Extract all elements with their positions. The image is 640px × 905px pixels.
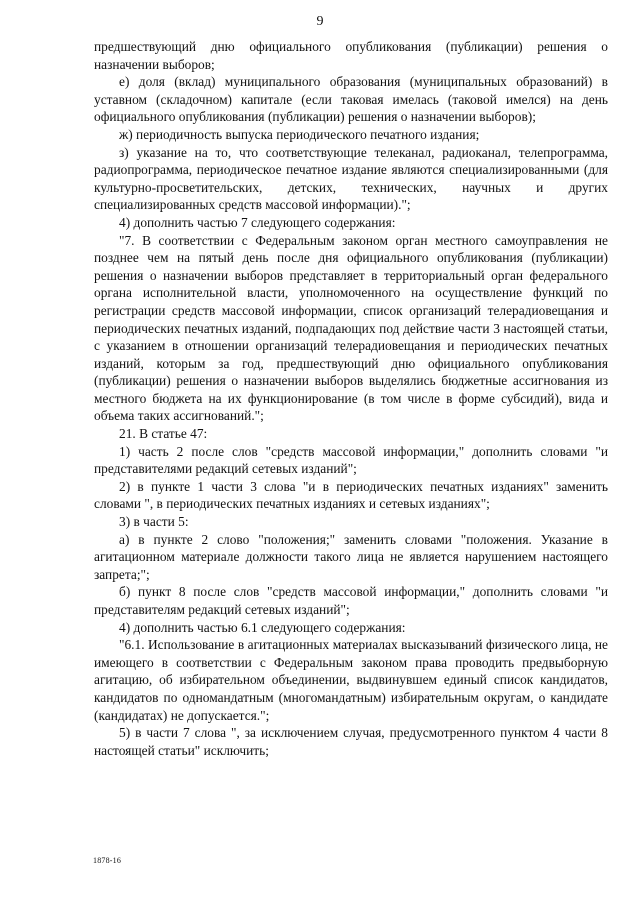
paragraph-6: "7. В соответствии с Федеральным законом орган местного самоуправления не позднее чем на пятый день после дня официального опубликования (публикации) решения о назначении выборов представляет в территориальный орган федерального органа исполнительной власти, уполномоченного на осуществление функций по регистрации средств массовой информации, список организаций телерадиовещания и периодических печатных изданий, подпадающих под действие части 3 настоящей статьи, с указанием в отношении организаций телерадиовещания и периодических печатных изданий, которым за год, предшествующий дню официального опубликования (публикации) решения о назначении выборов выделялись бюджетные ассигнования из местного бюджета на их функционирование (в том числе в форме субсидий), вида и объема таких ассигнований."; [94, 232, 608, 424]
page-number: 9 [316, 14, 324, 29]
paragraph-7: 21. В статье 47: [119, 426, 208, 442]
paragraph-4: з) указание на то, что соответствующие телеканал, радиоканал, телепрограмма, радиопрограмма, периодическое печатное издание являются специализированными (для культурно-просветительских, детских, технических, научных и других специализированных средств массовой информации)."; [94, 144, 608, 213]
paragraph-3: ж) периодичность выпуска периодического печатного издания; [119, 126, 480, 142]
paragraph-14: "6.1. Использование в агитационных материалах высказываний физического лица, не имеющего в соответствии с Федеральным законом права проводить предвыборную агитацию, об избирательном объединении, выдвинувшем единый список кандидатов, кандидатов по одномандатным (многомандатным) избирательным округам, о кандидате (кандидатах) не допускается."; [94, 637, 608, 723]
paragraph-12: б) пункт 8 после слов "средств массовой информации," дополнить словами "и представителям редакций сетевых изданий"; [94, 584, 608, 617]
paragraph-13: 4) дополнить частью 6.1 следующего содержания: [119, 619, 406, 635]
paragraph-11: а) в пункте 2 слово "положения;" заменить словами "положения. Указание в агитационном материале должности такого лица не является нарушением настоящего запрета;"; [94, 531, 608, 582]
paragraph-10: 3) в части 5: [119, 514, 189, 530]
paragraph-5: 4) дополнить частью 7 следующего содержания: [119, 214, 396, 230]
paragraph-2: е) доля (вклад) муниципального образования (муниципальных образований) в уставном (складочном) капитале (если таковая имелась (таковой имелся) на день официального опубликования (публикации) решения о назначении выборов); [94, 74, 608, 125]
paragraph-8: 1) часть 2 после слов "средств массовой информации," дополнить словами "и представителями редакций сетевых изданий"; [94, 443, 608, 477]
paragraph-15: 5) в части 7 слова ", за исключением случая, предусмотренного пунктом 4 части 8 настоящей статьи" исключить; [94, 725, 608, 758]
paragraph-1: предшествующий дню официального опубликования (публикации) решения о назначении выборов; [94, 39, 608, 72]
document-body [94, 38, 608, 759]
paragraph-9: 2) в пункте 1 части 3 слова "и в периодических печатных изданиях" заменить словами ", в периодических печатных изданиях и сетевых изданиях"; [94, 478, 608, 512]
document-code: 1878-16 [93, 856, 122, 865]
